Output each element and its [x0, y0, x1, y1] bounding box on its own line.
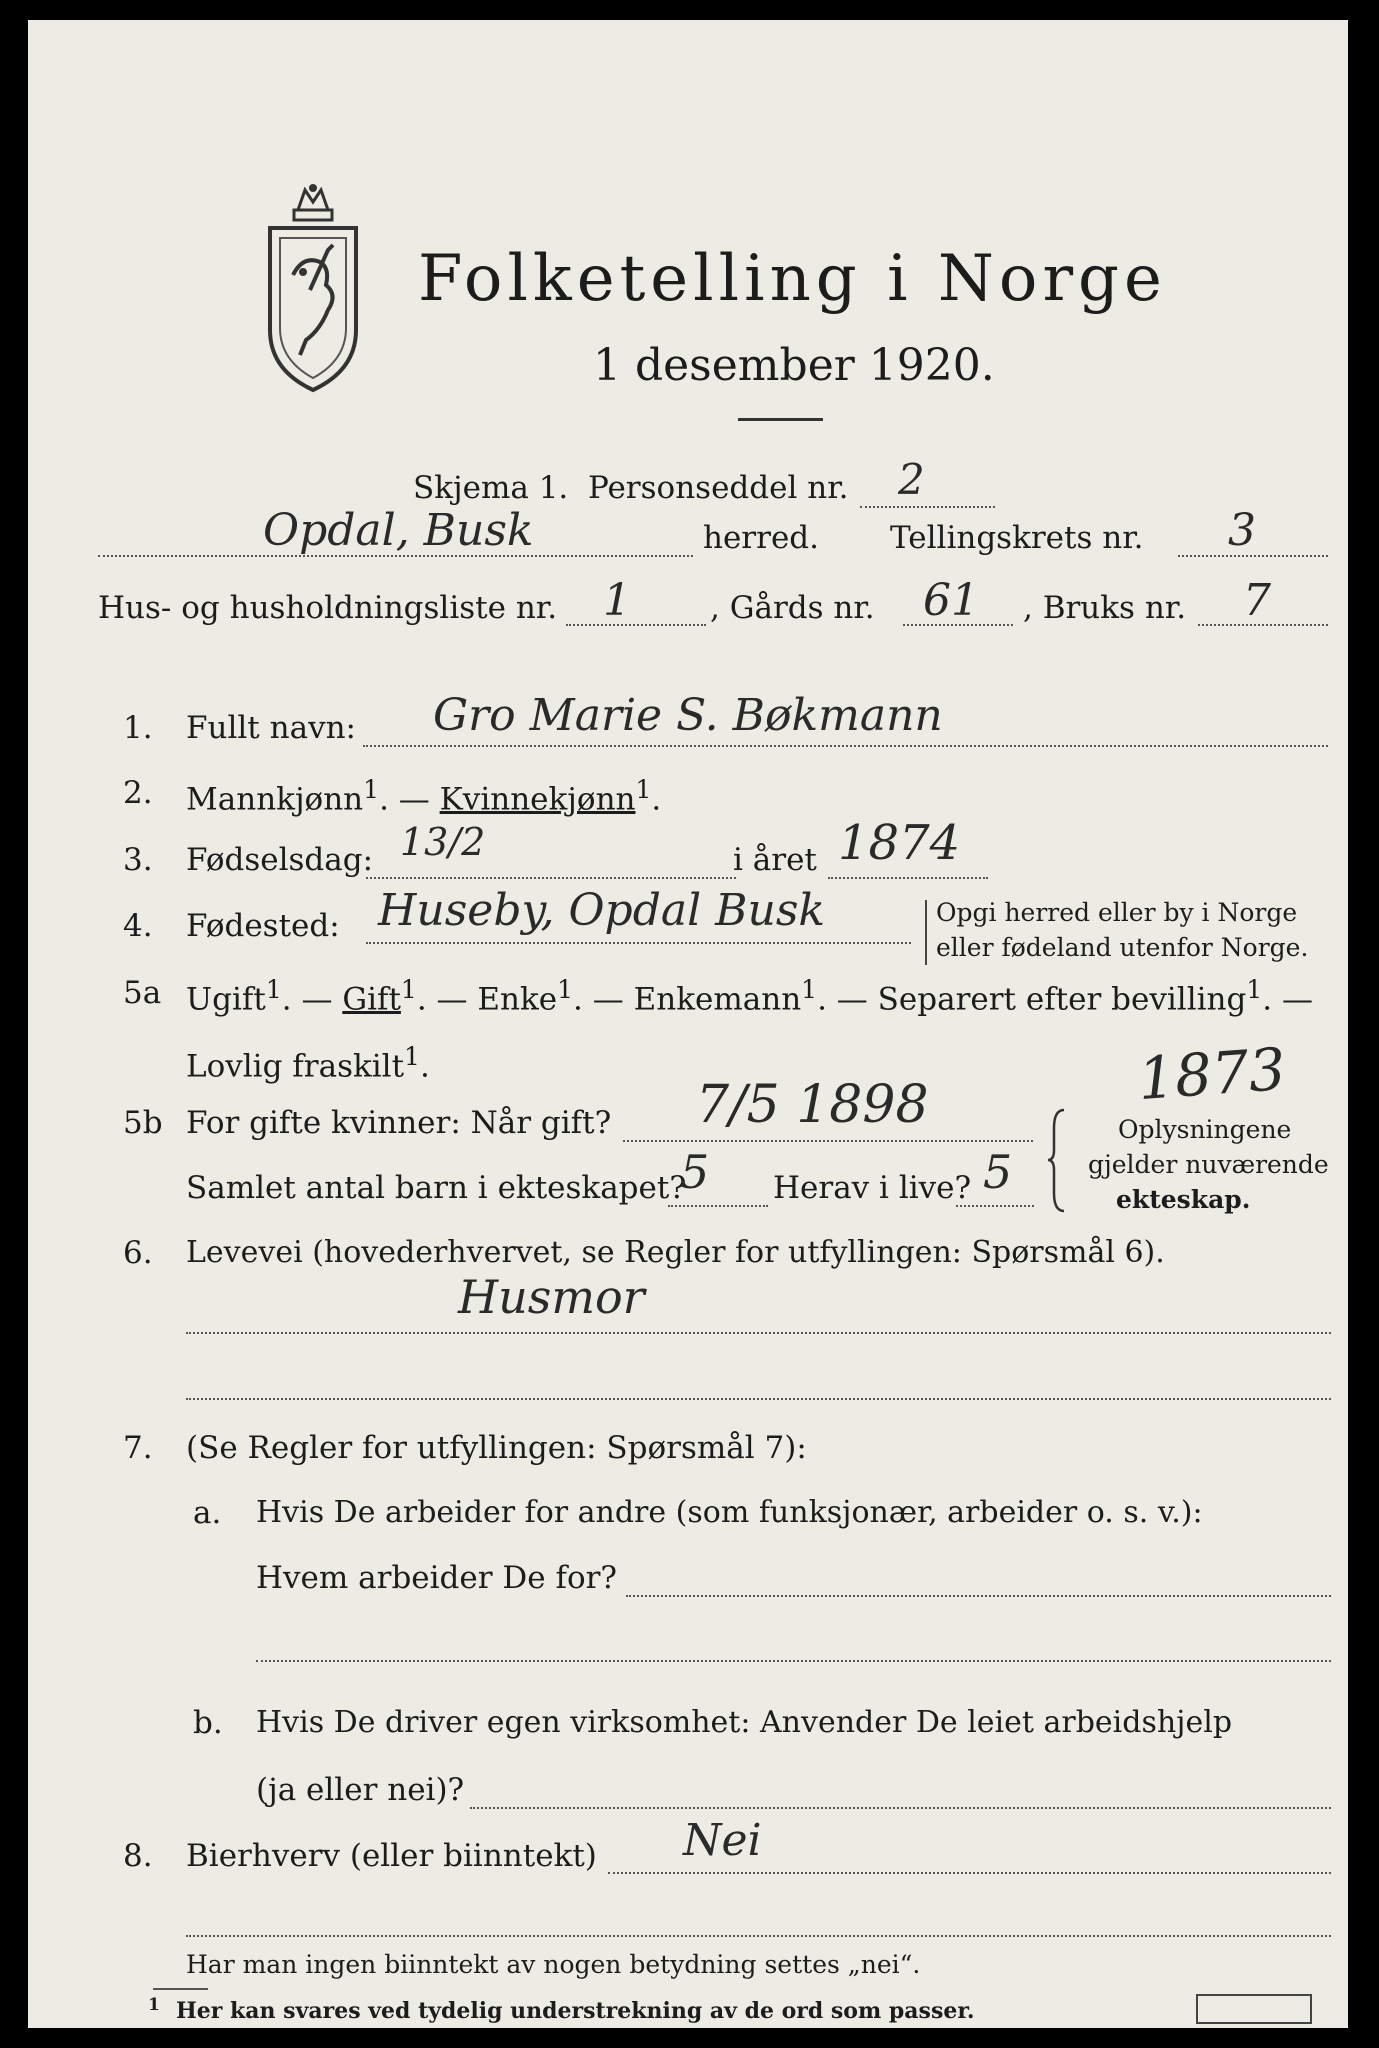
bruks-label: , Bruks nr.	[1023, 590, 1187, 626]
q4-number: 4.	[123, 908, 153, 944]
q5a-gift-footnote: 1	[400, 975, 417, 1004]
q3-year-value: 1874	[838, 815, 961, 871]
q5a-gift-option: Gift	[342, 981, 401, 1018]
q2-end: .	[651, 781, 662, 818]
title-divider	[738, 418, 823, 421]
q4-value: Huseby, Opdal Busk	[378, 885, 826, 936]
q1-label: Fullt navn:	[186, 710, 356, 746]
q5a-end: .	[419, 1048, 430, 1085]
q2-options	[186, 775, 661, 817]
q6-value: Husmor	[458, 1270, 645, 1324]
q7a-question: Hvem arbeider De for?	[256, 1560, 618, 1596]
q2-female-option: Kvinnekjønn	[439, 781, 636, 818]
gards-value: 61	[923, 575, 979, 626]
q7b-text: Hvis De driver egen virksomhet: Anvender De leiet arbeidshjelp	[256, 1705, 1233, 1740]
q5a-enkemann-option: Enkemann	[633, 981, 802, 1018]
q6-label: Levevei (hovederhvervet, se Regler for utfyllingen: Spørsmål 6).	[186, 1235, 1165, 1270]
q2-male-footnote: 1	[363, 775, 380, 804]
census-form-sheet	[28, 20, 1348, 2028]
q1-number: 1.	[123, 710, 153, 746]
q5b-live-value: 5	[983, 1145, 1013, 1199]
q5b-label: For gifte kvinner: Når gift?	[186, 1105, 612, 1141]
q5a-ugift-footnote: 1	[265, 975, 282, 1004]
husliste-line	[566, 624, 706, 626]
q5a-dash-5: . —	[1262, 981, 1313, 1018]
q5a-number: 5a	[123, 975, 162, 1011]
skjema-label: Skjema 1.	[413, 470, 569, 506]
q7a-line-2	[256, 1660, 1331, 1662]
footer-divider	[153, 1988, 208, 1990]
q5b-barn-label: Samlet antal barn i ekteskapet?	[186, 1170, 686, 1206]
personseddel-line	[860, 506, 995, 508]
husliste-label: Hus- og husholdningsliste nr.	[98, 590, 558, 626]
norwegian-coat-of-arms-icon	[258, 180, 368, 395]
footnote-text: Her kan svares ved tydelig understrekning av de ord som passer.	[176, 1998, 975, 2024]
q5a-fraskilt-footnote: 1	[404, 1042, 420, 1071]
q5b-live-line	[956, 1205, 1034, 1207]
q5b-barn-line	[668, 1205, 768, 1207]
herred-value: Opdal, Busk	[263, 505, 534, 556]
q5b-value: 7/5 1898	[696, 1075, 929, 1135]
q4-label: Fødested:	[186, 908, 340, 944]
q8-number: 8.	[123, 1838, 153, 1874]
census-date: 1 desember 1920.	[593, 340, 995, 391]
tellingskrets-label: Tellingskrets nr.	[890, 520, 1144, 556]
q5a-dash-3: . —	[573, 981, 624, 1018]
q5b-live-label: Herav i live?	[773, 1170, 972, 1206]
husliste-value: 1	[603, 575, 631, 626]
q5a-ugift-option: Ugift	[186, 981, 266, 1018]
q5b-note-line1: Oplysningene	[1118, 1115, 1292, 1144]
q5a-separert-footnote: 1	[1246, 975, 1263, 1004]
q3-day-value: 13/2	[400, 820, 486, 864]
personseddel-label: Personseddel nr.	[588, 470, 849, 506]
q5a-enke-footnote: 1	[557, 975, 574, 1004]
personseddel-value: 2	[898, 455, 925, 504]
q5b-annotation: 1873	[1135, 1034, 1288, 1114]
q2-separator: . —	[379, 781, 430, 818]
q5b-note-line3: ekteskap.	[1116, 1185, 1251, 1214]
q5a-enkemann-footnote: 1	[801, 975, 818, 1004]
q6-line-1	[186, 1332, 1331, 1334]
q5a-dash-1: . —	[281, 981, 333, 1018]
q8-label: Bierhverv (eller biinntekt)	[186, 1838, 597, 1874]
herred-label: herred.	[703, 520, 819, 556]
q3-day-line	[366, 877, 736, 879]
q4-note-line2: eller fødeland utenfor Norge.	[936, 933, 1309, 962]
q2-male-option: Mannkjønn	[186, 781, 364, 818]
q2-number: 2.	[123, 775, 153, 811]
q5b-line	[623, 1140, 1033, 1142]
q1-value: Gro Marie S. Bøkmann	[433, 690, 943, 741]
q3-year-line	[828, 877, 988, 879]
q5a-dash-2: . —	[416, 981, 468, 1018]
q5a-fraskilt-row	[186, 1042, 430, 1084]
bruks-value: 7	[1243, 575, 1271, 626]
q7b-question: (ja eller nei)?	[256, 1772, 465, 1808]
q5b-brace	[1048, 1108, 1068, 1213]
q4-note-line1: Opgi herred eller by i Norge	[936, 898, 1298, 927]
q5b-number: 5b	[123, 1105, 163, 1141]
q5a-dash-4: . —	[817, 981, 868, 1018]
q5b-note-line2: gjelder nuværende	[1088, 1150, 1329, 1179]
q2-female-footnote: 1	[635, 775, 652, 804]
q1-line	[363, 745, 1328, 747]
form-title: Folketelling i Norge	[418, 242, 1167, 316]
q5a-enke-option: Enke	[477, 981, 558, 1018]
gards-label: , Gårds nr.	[710, 590, 875, 626]
q6-line-2	[186, 1398, 1331, 1400]
q5a-fraskilt-option: Lovlig fraskilt	[186, 1048, 405, 1085]
q7-label: (Se Regler for utfyllingen: Spørsmål 7):	[186, 1430, 807, 1466]
q6-number: 6.	[123, 1235, 153, 1271]
q8-line-2	[186, 1935, 1331, 1937]
q8-value: Nei	[683, 1815, 762, 1866]
printer-stamp	[1196, 1994, 1312, 2024]
footer-note: Har man ingen biinntekt av nogen betydning settes „nei“.	[186, 1950, 921, 1979]
q7a-line-1	[626, 1595, 1331, 1597]
q4-brace	[925, 900, 927, 965]
q5a-separert-option: Separert efter bevilling	[877, 981, 1247, 1018]
q7-number: 7.	[123, 1430, 153, 1466]
q7a-letter: a.	[193, 1495, 222, 1531]
q3-year-label: i året	[733, 842, 817, 878]
q5a-options	[186, 975, 1313, 1017]
q8-line-1	[608, 1872, 1331, 1874]
q7b-line	[470, 1807, 1331, 1809]
q3-label: Fødselsdag:	[186, 842, 374, 878]
tellingskrets-value: 3	[1228, 505, 1256, 556]
q5b-barn-value: 5	[680, 1145, 710, 1199]
q7b-letter: b.	[193, 1705, 223, 1741]
q4-line	[366, 942, 911, 944]
q3-number: 3.	[123, 842, 153, 878]
footnote-mark: 1	[148, 1995, 160, 2015]
q7a-text: Hvis De arbeider for andre (som funksjonær, arbeider o. s. v.):	[256, 1495, 1203, 1530]
